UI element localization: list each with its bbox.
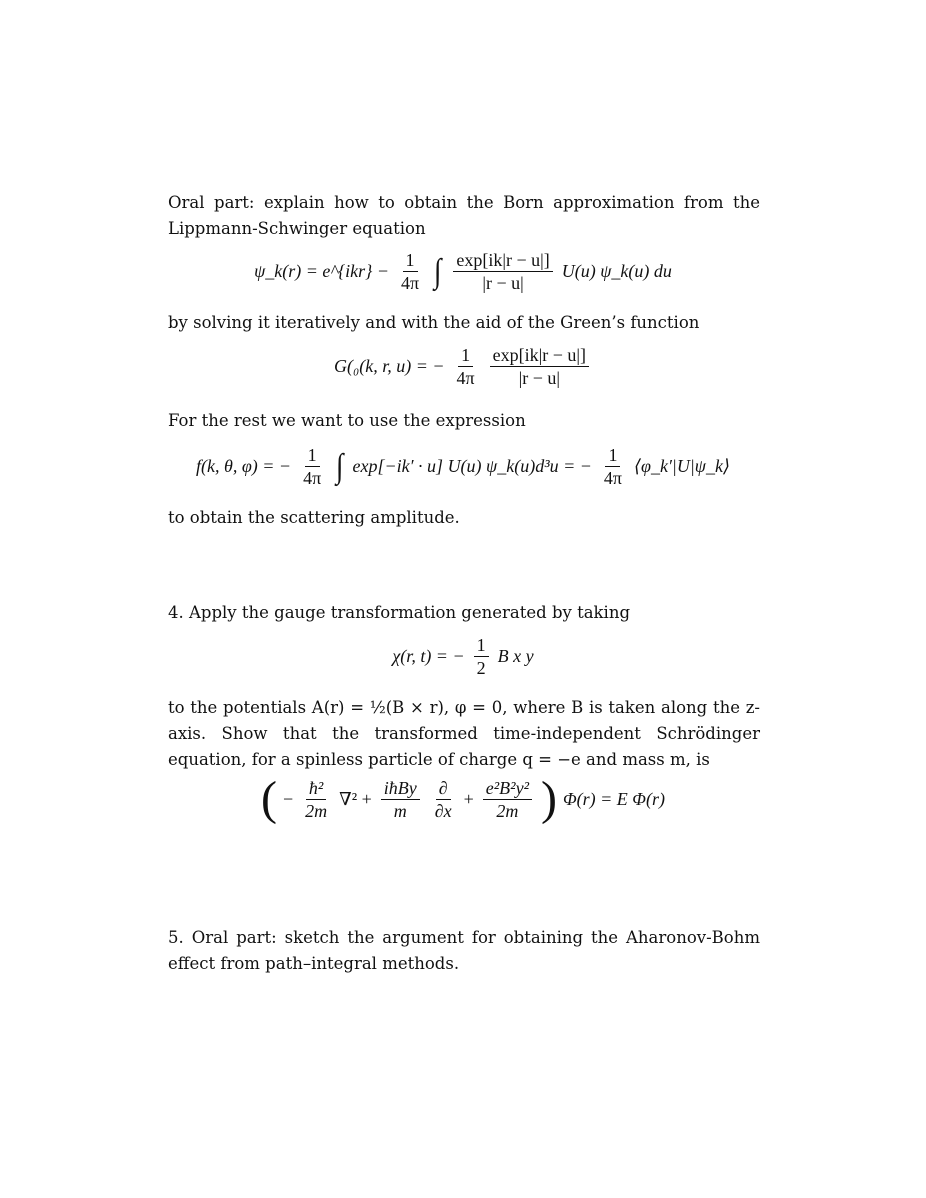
- eq4-rhs: B x y: [497, 646, 534, 666]
- eq4-lhs: χ(r, t) = −: [392, 646, 465, 666]
- paragraph-potentials: to the potentials A(r) = ½(B × r), φ = 0, where B is taken along the z-axis. Show that the transformed time-independent Schrödinger equation, for a spinless particle of charge q = −e and mass m, is: [168, 698, 760, 769]
- eq2-exp-fraction: $\frac{\exp[ik|r - u|]}{|r - u|}$: [490, 345, 589, 388]
- eq1-fraction: $\frac{1}{4\pi}$: [401, 250, 420, 293]
- eq2-lhs: G(₀(k, r, u) = −: [334, 356, 445, 376]
- eq3-bracket: ⟨φ_k′|U|ψ_k⟩: [634, 456, 730, 476]
- integral-sign: ∫: [434, 252, 442, 290]
- paragraph-iterative: by solving it iteratively and with the aid of the Green’s function: [168, 313, 700, 332]
- equation-gauge-function: [0, 635, 926, 678]
- eq1-rest: U(u) ψ_k(u) du: [561, 261, 672, 281]
- equation-scattering-amplitude: [0, 445, 926, 488]
- eq3-integrand: exp[−ik′ · u] U(u) ψ_k(u)d³u = −: [352, 456, 592, 476]
- eq5-term2: $\frac{\text{iħBy}}{m}$: [381, 778, 420, 821]
- eq5-nabla: ∇² +: [339, 788, 372, 809]
- equation-greens-function: [0, 345, 926, 388]
- eq4-fraction: $\frac{1}{2}$: [474, 635, 489, 678]
- equation-lippmann-schwinger: [0, 250, 926, 293]
- paragraph-expression: For the rest we want to use the expression: [168, 411, 526, 430]
- eq3-lhs: f(k, θ, φ) = −: [196, 456, 292, 476]
- integral-sign: ∫: [336, 447, 344, 485]
- eq2-fraction: $\frac{1}{4\pi}$: [456, 345, 475, 388]
- paragraph-oral-born: Oral part: explain how to obtain the Born approximation from the Lippmann-Schwinger equation: [168, 193, 760, 238]
- paragraph-problem-4: 4. Apply the gauge transformation generated by taking: [168, 603, 631, 622]
- eq3-fraction: $\frac{1}{4\pi}$: [303, 445, 322, 488]
- eq5-partial: $\frac{\partial}{\partial x}$: [434, 777, 452, 821]
- eq5-term4: $\frac{\text{e²B²y²}}{2m}$: [483, 778, 532, 821]
- eq3-fraction-2: $\frac{1}{4\pi}$: [603, 445, 622, 488]
- left-paren: (: [260, 772, 277, 825]
- equation-schrodinger: ( − $\frac{\text{ħ²}}{2m}$ ∇² + $\frac{\text{iħBy}}{m}$ $\frac{\partial}{\partial x}$ + $\frac{\text{e²B²y²}}{2m}$ ) Φ(r) = E Φ(r): [260, 772, 665, 825]
- eq1-green-fraction: $\frac{\exp[ik|r - u|]}{|r - u|}$: [453, 250, 552, 293]
- eq5-plus: +: [463, 788, 474, 809]
- eq1-lhs: ψ_k(r) = e^{ikr} −: [254, 261, 389, 281]
- eq5-rhs: Φ(r) = E Φ(r): [562, 788, 665, 809]
- paragraph-scattering: to obtain the scattering amplitude.: [168, 508, 460, 527]
- eq5-term1: $\frac{\text{ħ²}}{2m}$: [305, 777, 328, 821]
- right-paren: ): [540, 772, 557, 825]
- paragraph-problem-5: 5. Oral part: sketch the argument for obtaining the Aharonov-Bohm effect from path–integral methods.: [168, 928, 760, 973]
